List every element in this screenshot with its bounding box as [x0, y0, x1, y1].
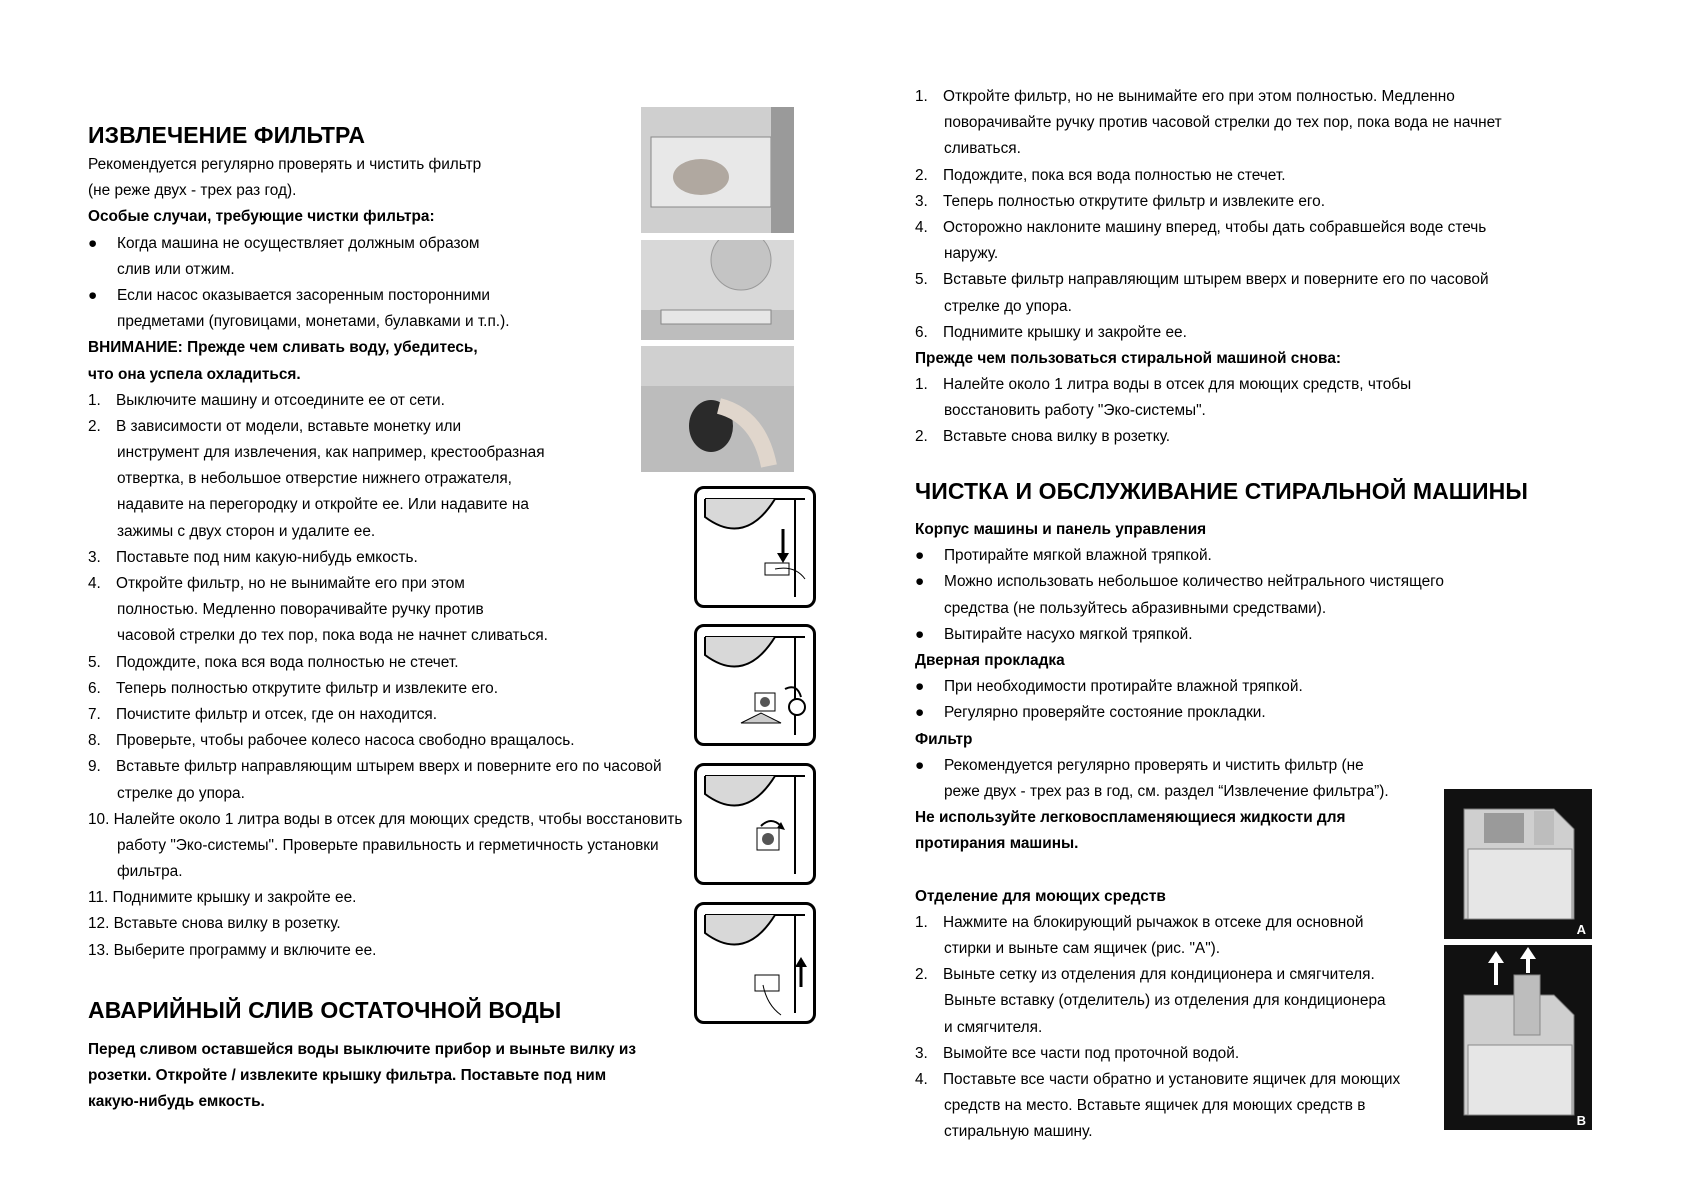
step-number: 6. — [915, 323, 928, 341]
filter-cover-illustration — [641, 107, 794, 233]
filter-cover-photo — [641, 107, 794, 233]
step-number: 2. — [915, 966, 928, 984]
step-item-continuation: стрелке до упора. — [944, 297, 1072, 315]
figure-b-label: B — [1576, 1113, 1586, 1128]
step-item: 5. Подождите, пока вся вода полностью не стечет. — [88, 650, 648, 676]
step-item-continuation: стиральную машину. — [944, 1123, 1093, 1141]
step-item: 2. Подождите, пока вся вода полностью не стечет. — [915, 163, 1555, 189]
step-number: 7. — [88, 705, 101, 723]
step-item: 1. Откройте фильтр, но не вынимайте его при этом полностью. Медленно — [915, 84, 1555, 110]
step-13: 13. Выберите программу и включите ее. — [88, 941, 377, 959]
step-10: 10. Налейте около 1 литра воды в отсек для моющих средств, чтобы восстановить — [88, 810, 683, 828]
bullet-item: ● Вытирайте насухо мягкой тряпкой. — [915, 625, 1193, 643]
step-number: 1. — [915, 376, 928, 394]
step-number: 9. — [88, 758, 101, 776]
step-item-continuation: средств на место. Вставьте ящичек для моющих средств в — [944, 1097, 1366, 1115]
no-flammable-warning: Не используйте легковоспламеняющиеся жидкости для — [915, 809, 1346, 827]
step-11: 11. Поднимите крышку и закройте ее. — [88, 889, 357, 907]
step-number: 1. — [915, 88, 928, 105]
step-item-continuation: и смягчителя. — [944, 1018, 1043, 1036]
door-gasket-title: Дверная прокладка — [915, 651, 1065, 669]
section-title-emergency-drain: АВАРИЙНЫЙ СЛИВ ОСТАТОЧНОЙ ВОДЫ — [88, 997, 562, 1023]
step-number: 4. — [915, 218, 928, 236]
step-item-continuation: восстановить работу "Эко-системы". — [944, 402, 1206, 420]
step-item-continuation: инструмент для извлечения, как например, крестообразная — [117, 444, 545, 462]
step-item: 9. Вставьте фильтр направляющим штырем вверх и поверните его по часовой — [88, 754, 648, 780]
step-number: 2. — [915, 428, 928, 446]
step-number: 1. — [88, 391, 101, 409]
body-panel-title: Корпус машины и панель управления — [915, 521, 1207, 538]
step-item: 2. Выньте сетку из отделения для кондиционера и смягчителя. — [915, 962, 1555, 988]
step-item-continuation: надавите на перегородку и откройте ее. Или надавите на — [117, 496, 529, 514]
step-item: 7. Почистите фильтр и отсек, где он находится. — [88, 702, 648, 728]
diagram-unscrew-filter — [694, 624, 816, 746]
step-number: 2. — [88, 417, 101, 435]
step-item-continuation: полностью. Медленно поворачивайте ручку против — [117, 601, 484, 619]
step-item: 1. Нажмите на блокирующий рычажок в отсеке для основной — [915, 910, 1555, 936]
step-number: 5. — [915, 271, 928, 289]
step-item-continuation: стирки и выньте сам ящичек (рис. "A"). — [944, 940, 1221, 957]
bullet-item: ● Когда машина не осуществляет должным образом — [88, 234, 480, 252]
figure-a-detergent-drawer — [1444, 789, 1592, 939]
section-title-cleaning: ЧИСТКА И ОБСЛУЖИВАНИЕ СТИРАЛЬНОЙ МАШИНЫ — [915, 478, 1528, 504]
bullet-item: ● Можно использовать небольшое количество нейтрального чистящего — [915, 573, 1444, 591]
step-12: 12. Вставьте снова вилку в розетку. — [88, 915, 341, 933]
filter-intro: Рекомендуется регулярно проверять и чистить фильтр (не реже двух - трех раз год). Особые случаи, требующие чистки фильтра: ● Когда машина не осуществляет должным образом слив или отжим. ● Если насос оказывается засоренным посторонними предметами (пуговицами, монетами, булавками и т.п.). ВНИМАНИЕ: Прежде чем сливать воду, убедитесь, что она успела охладиться. 1. Выключите машину и отсоедините ее от сети. 2. В зависимости от модели, вставьте монетку или инструмент для извлечения, как например, крестообразная отвертка, в небольшое отверстие нижнего отражателя, надавите на перегородку и откройте ее. Или надавите на зажимы с двух сторон и удалите ее. 3. Поставьте под ним какую-нибудь емкость. 4. Откройте фильтр, но не вынимайте его при этом полностью. Медленно поворачивайте ручку против часовой стрелки до тех пор, пока вода не начнет сливаться. 5. Подождите, пока вся вода полностью не стечет. 6. Теперь полностью открутите фильтр и извлеките его. 7. Почистите фильтр и отсек, где он находится. 8. Проверьте, чтобы рабочее колесо насоса свободно вращалось. 9. Вставьте фильтр направляющим штырем вверх и поверните его по часовой стрелке до упора. 10. Налейте около 1 литра воды в отсек для моющих средств, чтобы восстановить работу "Эко-системы". Проверьте правильность и герметичность установки фильтра. 11. Поднимите крышку и закройте ее. 12. Вставьте снова вилку в розетку. 13. Выберите программу и включите ее. — [88, 152, 648, 964]
step-number: 8. — [88, 732, 101, 750]
step-item-continuation: часовой стрелки до тех пор, пока вода не начнет сливаться. — [117, 627, 548, 645]
before-use-steps — [915, 372, 1555, 451]
step-item: 2. Вставьте снова вилку в розетку. — [915, 424, 1555, 450]
bullet-item: ● Протирайте мягкой влажной тряпкой. — [915, 547, 1212, 565]
step-item: 3. Теперь полностью открутите фильтр и извлеките его. — [915, 189, 1555, 215]
special-cases-title: Особые случаи, требующие чистки фильтра: — [88, 208, 435, 226]
step-number: 4. — [915, 1070, 928, 1088]
figure-b-detergent-drawer — [1444, 945, 1592, 1130]
section-title-filter-removal: ИЗВЛЕЧЕНИЕ ФИЛЬТРА — [88, 122, 366, 148]
step-item: 1. Налейте около 1 литра воды в отсек для моющих средств, чтобы — [915, 372, 1555, 398]
step-number: 3. — [88, 548, 101, 566]
step-number: 6. — [88, 679, 101, 697]
step-item: 6. Теперь полностью открутите фильтр и извлеките его. — [88, 676, 648, 702]
figure-a-label: A — [1576, 922, 1586, 937]
step-item: 6. Поднимите крышку и закройте ее. — [915, 320, 1555, 346]
step-number: 2. — [915, 166, 928, 184]
filter-panel-photo — [641, 240, 794, 340]
warning-text: ВНИМАНИЕ: Прежде чем сливать воду, убедитесь, — [88, 339, 478, 357]
step-item: 1. Выключите машину и отсоедините ее от сети. — [88, 388, 648, 414]
bullet-item: ● Регулярно проверяйте состояние прокладки. — [915, 704, 1266, 722]
step-number: 3. — [915, 1044, 928, 1062]
bullet-item: ● При необходимости протирайте влажной тряпкой. — [915, 678, 1303, 696]
step-item-continuation: наружу. — [944, 245, 999, 263]
filter-opening-photo — [641, 346, 794, 472]
emergency-drain-text: Перед сливом оставшейся воды выключите прибор и выньте вилку из розетки. Откройте / извлеките крышку фильтра. Поставьте под ним какую-нибудь емкость. — [88, 1041, 636, 1111]
detergent-drawer-title: Отделение для моющих средств — [915, 887, 1166, 905]
step-number: 5. — [88, 653, 101, 671]
step-item-continuation: отвертка, в небольшое отверстие нижнего отражателя, — [117, 470, 512, 488]
step-item: 4. Откройте фильтр, но не вынимайте его при этом — [88, 571, 648, 597]
diagram-insert-filter — [694, 763, 816, 885]
step-number: 1. — [915, 913, 928, 931]
step-item-continuation: зажимы с двух сторон и удалите ее. — [117, 522, 376, 540]
step-item: 3. Вымойте все части под проточной водой. — [915, 1041, 1555, 1067]
step-number: 3. — [915, 192, 928, 210]
step-item-continuation: поворачивайте ручку против часовой стрелки до тех пор, пока вода не начнет — [944, 114, 1502, 132]
bullet-item: ● Рекомендуется регулярно проверять и чистить фильтр (не — [915, 756, 1364, 774]
step-item: 4. Поставьте все части обратно и установите ящичек для моющих — [915, 1067, 1555, 1093]
step-item: 5. Вставьте фильтр направляющим штырем вверх и поверните его по часовой — [915, 267, 1555, 293]
step-item: 8. Проверьте, чтобы рабочее колесо насоса свободно вращалось. — [88, 728, 648, 754]
emergency-steps-list — [915, 84, 1555, 346]
step-item: 4. Осторожно наклоните машину вперед, чтобы дать собравшейся воде стечь — [915, 215, 1555, 241]
diagram-close-cover — [694, 902, 816, 1024]
step-item: 2. В зависимости от модели, вставьте монетку или — [88, 414, 648, 440]
step-item-continuation: Выньте вставку (отделитель) из отделения для кондиционера — [944, 992, 1386, 1010]
step-item: 3. Поставьте под ним какую-нибудь емкость. — [88, 545, 648, 571]
step-item-continuation: сливаться. — [944, 140, 1021, 158]
step-item-continuation: стрелке до упора. — [117, 784, 245, 802]
step-number: 4. — [88, 575, 101, 592]
bullet-item: ● Если насос оказывается засоренным посторонними — [88, 286, 491, 304]
diagram-open-cover — [694, 486, 816, 608]
before-use-title: Прежде чем пользоваться стиральной машиной снова: — [915, 349, 1341, 367]
filter-title: Фильтр — [915, 730, 973, 748]
